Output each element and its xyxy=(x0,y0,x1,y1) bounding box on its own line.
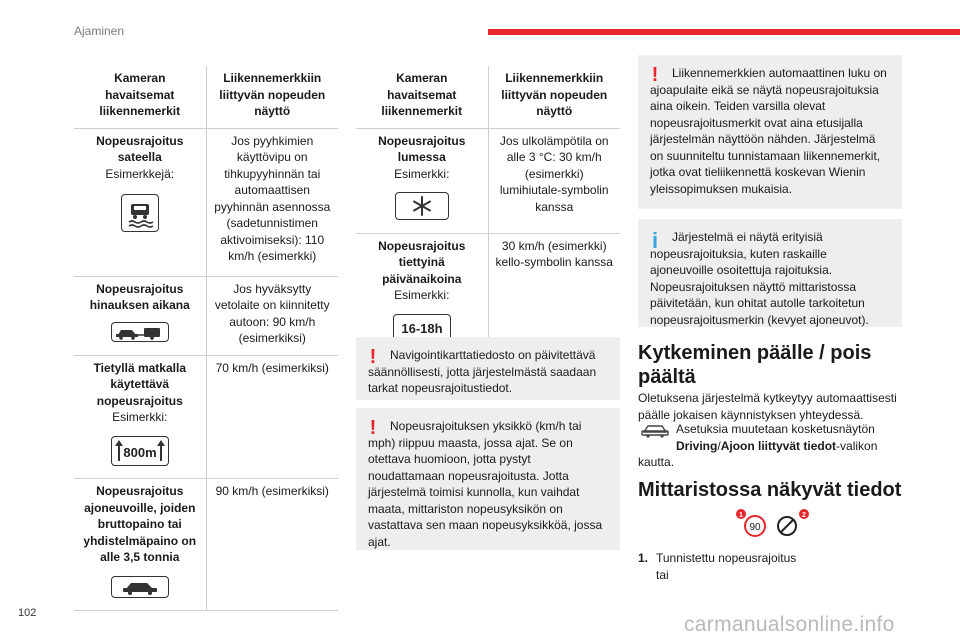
section-heading-switch: Kytkeminen päälle / pois päältä xyxy=(638,342,872,388)
time-sign-text: 16-18h xyxy=(401,320,443,336)
sign-speed-value: Jos pyyhkimien käyttövipu on tihkupyyhinnän tai automaattisen pyyhinnän asennossa (sadetunnistimen aktivoimiseksi): 110 km/h (esimerkki) xyxy=(214,133,331,263)
sign-title: Nopeusrajoitus sateella xyxy=(96,133,184,164)
sign-sub: Esimerkki: xyxy=(394,288,450,302)
callout-1: 1 xyxy=(739,512,743,519)
sign-title: Nopeusrajoitus hinauksen aikana xyxy=(89,281,190,312)
left-sign-table xyxy=(74,66,338,611)
watermark: carmanualsonline.info xyxy=(684,613,895,636)
table-row xyxy=(74,355,338,479)
warning-note-map-update: ! Navigointikarttatiedosto on päivitettävä säännöllisesti, jotta järjestelmästä saadaan tarkat nopeusrajoitustiedot. xyxy=(356,337,620,400)
car-settings-icon xyxy=(638,421,674,439)
switch-body-text: Oletuksena järjestelmä kytkeytyy automaattisesti päälle jokaisen käynnistyksen yhteydessä. xyxy=(638,391,897,422)
sign-title: Nopeusrajoitus tiettyinä päivänaikoina xyxy=(378,238,466,286)
page-number: 102 xyxy=(18,607,37,619)
mid-table-header-col2: Liikennemerkkiin liittyvän nopeuden näyttö xyxy=(488,66,620,128)
left-table-header-col1: Kameran havaitsemat liikennemerkit xyxy=(74,66,206,128)
distance-sign-icon xyxy=(111,436,169,466)
running-header: Ajaminen xyxy=(74,24,125,38)
mid-sign-table xyxy=(356,66,620,355)
wet-road-icon xyxy=(121,194,159,232)
warning-note-auto-read: ! Liikennemerkkien automaattinen luku on ajoapulaite eikä se näytä nopeusrajoituksia aina oikein. Teiden varsilla olevat nopeusrajoitusmerkit ovat aina etusijalla järjestelmän näyttöön nähden. Järjestelmä on suunniteltu tunnistamaan liikennemerkit, jotka ovat tieliikennettä koskevan Wienin yleissopimuksen mukaisia. xyxy=(638,55,902,209)
list-number: 1. xyxy=(638,551,649,565)
warning-note-speed-unit: ! Nopeusrajoituksen yksikkö (km/h tai mph) riippuu maasta, jossa ajat. Se on otettava huomioon, jotta pystyt noudattamaan nopeusrajoitusta. Jotta järjestelmä toimisi kunnolla, kun vaihdat maata, mittariston nopeusyksikön on vastattava sen maan nopeusyksikköä, jossa ajat. xyxy=(356,408,620,550)
sign-sub: Esimerkki: xyxy=(112,410,168,424)
car-trailer-icon xyxy=(111,322,169,342)
sign-speed-value: 90 km/h (esimerkiksi) xyxy=(215,484,329,498)
table-row xyxy=(74,276,338,355)
sign-speed-value: 70 km/h (esimerkiksi) xyxy=(215,360,329,375)
sign-speed-value: Jos ulkolämpötila on alle 3 °C: 30 km/h (esimerkki) lumihiutale-symbolin kanssa xyxy=(499,133,609,214)
distance-sign-text: 800m xyxy=(123,444,157,460)
speed-limit-value: 90 xyxy=(749,522,761,533)
sign-title: Nopeusrajoitus ajoneuvoille, joiden bruttopaino tai yhdistelmäpaino on alle 3,5 tonnia xyxy=(83,484,197,564)
sign-speed-value: Jos hyväksytty vetolaite on kiinnitetty autoon: 90 km/h (esimerkiksi) xyxy=(214,281,330,345)
sign-title: Nopeusrajoitus lumessa xyxy=(378,133,466,164)
mid-table-header-col1: Kameran havaitsemat liikennemerkit xyxy=(356,66,488,128)
cluster-display-illustration xyxy=(730,508,810,542)
sign-sub: Esimerkki: xyxy=(394,166,450,181)
info-icon: i xyxy=(651,228,659,253)
warning-icon: ! xyxy=(651,64,659,86)
info-note-special-limits: i Järjestelmä ei näytä erityisiä nopeusrajoituksia, kuten raskaille ajoneuvoille osoitettuja rajoituksia. Nopeusrajoituksen näyttö mittaristossa päivitetään, kun ohitat autolle tarkoitetun nopeusrajoitusmerkin (kevyet ajoneuvot). xyxy=(638,219,902,327)
warning-icon: ! xyxy=(369,417,377,439)
car-icon xyxy=(111,576,169,598)
settings-instruction: Asetuksia muutetaan kosketusnäytön Driving/Ajoon liittyvät tiedot-valikon kautta. xyxy=(638,422,878,469)
left-table-header-col2: Liikennemerkkiin liittyvän nopeuden näyttö xyxy=(206,66,338,128)
warning-icon: ! xyxy=(369,346,377,368)
snowflake-icon xyxy=(395,192,449,220)
section-heading-cluster: Mittaristossa näkyvät tiedot xyxy=(638,479,902,501)
table-row xyxy=(356,128,620,233)
callout-2: 2 xyxy=(802,512,806,519)
sign-sub: Esimerkkejä: xyxy=(105,166,175,181)
table-row xyxy=(74,479,338,611)
sign-title: Tietyllä matkalla käytettävä nopeusrajoitus xyxy=(93,360,186,408)
header-accent-bar xyxy=(488,29,960,35)
sign-speed-value: 30 km/h (esimerkki) kello-symbolin kanssa xyxy=(495,238,613,269)
table-row xyxy=(74,128,338,276)
list-item-text: Tunnistettu nopeusrajoitus tai xyxy=(656,551,797,582)
